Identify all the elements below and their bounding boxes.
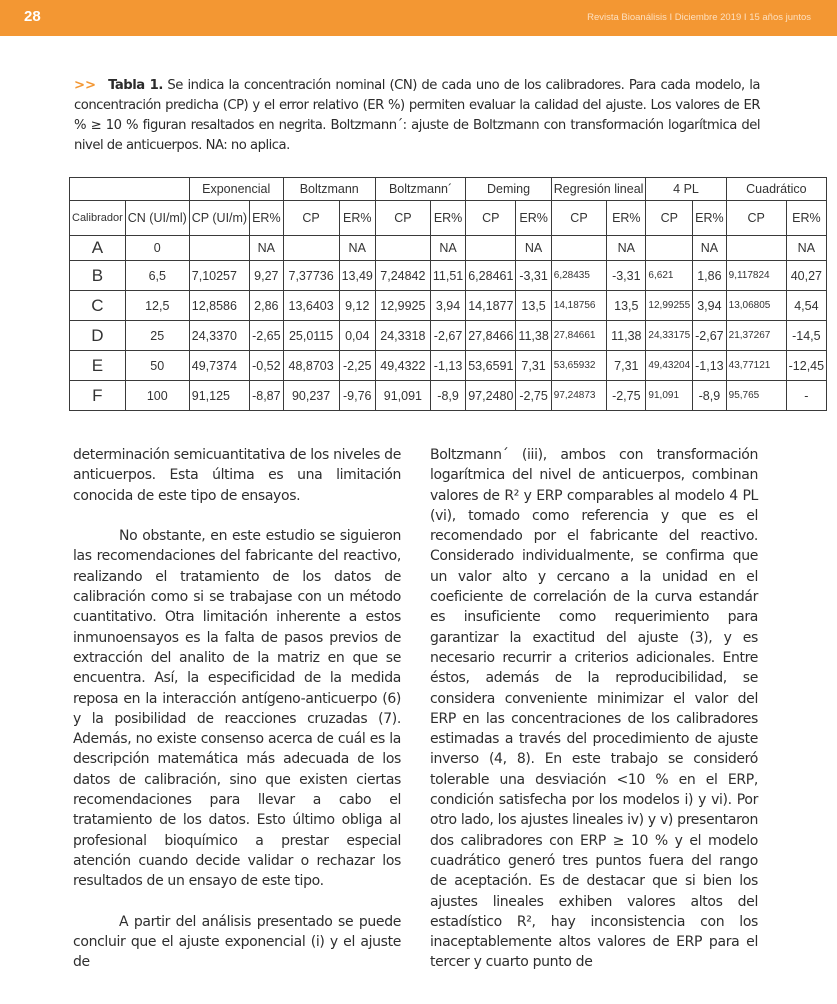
er-cell: NA <box>786 236 826 261</box>
cp-cell <box>375 236 430 261</box>
cp-header: CP (UI/m) <box>189 201 249 236</box>
cp-cell: 21,37267 <box>726 321 786 351</box>
cp-cell: 97,24873 <box>551 381 606 411</box>
group-header: Boltzmann <box>283 178 375 201</box>
cp-cell: 90,237 <box>283 381 339 411</box>
er-cell: -2,67 <box>430 321 465 351</box>
er-cell: -3,31 <box>516 261 551 291</box>
er-cell: -14,5 <box>786 321 826 351</box>
cp-cell: 14,18756 <box>551 291 606 321</box>
cp-cell: 12,99255 <box>646 291 693 321</box>
calibrador-cell: E <box>70 351 126 381</box>
table-row <box>70 261 827 291</box>
cp-cell: 6,28435 <box>551 261 606 291</box>
er-cell: 9,12 <box>339 291 375 321</box>
cp-cell: 97,2480 <box>466 381 516 411</box>
page-number: 28 <box>24 8 41 25</box>
er-cell: -8,9 <box>430 381 465 411</box>
body-column-right <box>430 445 758 993</box>
cp-cell <box>189 236 249 261</box>
calibrador-cell: F <box>70 381 126 411</box>
cp-cell: 25,0115 <box>283 321 339 351</box>
er-cell: -2,75 <box>607 381 646 411</box>
er-cell: -8,87 <box>250 381 284 411</box>
table-row <box>70 351 827 381</box>
body-column-left <box>73 445 401 993</box>
er-cell: 11,38 <box>607 321 646 351</box>
page-header <box>0 0 837 36</box>
cp-header: CP <box>646 201 693 236</box>
cp-header: CP <box>726 201 786 236</box>
table-empty-corner <box>70 178 190 201</box>
cn-cell: 6,5 <box>125 261 189 291</box>
running-head: Revista Bioanálisis I Diciembre 2019 I 15 años juntos <box>587 12 811 23</box>
er-cell: 13,5 <box>516 291 551 321</box>
cp-cell <box>551 236 606 261</box>
er-header: ER% <box>516 201 551 236</box>
cp-cell: 95,765 <box>726 381 786 411</box>
calibrador-cell: B <box>70 261 126 291</box>
er-cell: 2,86 <box>250 291 284 321</box>
er-cell: -2,67 <box>693 321 727 351</box>
er-cell: 3,94 <box>430 291 465 321</box>
group-header: Exponencial <box>189 178 283 201</box>
cp-cell: 49,7374 <box>189 351 249 381</box>
er-cell: -2,65 <box>250 321 284 351</box>
cp-cell <box>726 236 786 261</box>
paragraph: determinación semicuantitativa de los niveles de anticuerpos. Esta última es una limitación conocida de este tipo de ensayos. <box>73 447 401 504</box>
paragraph: Boltzmann´ (iii), ambos con transformación logarítmica del nivel de anticuerpos, combinan valores de R² y ERP comparables al modelo 4 PL (vi), tomado como referencia y que es el recomendado por el fabricante del reactivo. Considerado individualmente, se confirma que un valor alto y cercano a la unidad en el coeficiente de correlación de la curva estandár es insuficiente como requerimiento para garantizar la exactitud del ajuste (3), y es necesario recurrir a criterios adicionales. Entre éstos, además de la reproducibilidad, se considera conveniente minimizar el valor del ERP en las concentraciones de los calibradores estimadas a través del procedimiento de ajuste inverso (4, 8). En este trabajo se consideró tolerable una desviación <10 % en el ERP, condición satisfecha por los modelos i) y vi). Por otro lado, los ajustes lineales iv) y v) presentaron dos calibradores con ERP ≥ 10 % y el modelo cuadrático generó tres puntos fuera del rango de aceptación. Es de destacar que si bien los ajustes lineales exhiben valores altos del estadístico R², hay inconsistencia con los inaceptablemente altos valores de ERP para el tercer y cuarto punto de <box>430 447 758 971</box>
er-cell: 9,27 <box>250 261 284 291</box>
er-cell: -8,9 <box>693 381 727 411</box>
table-row <box>70 381 827 411</box>
caption-label: Tabla 1. <box>108 78 163 93</box>
cp-cell: 12,9925 <box>375 291 430 321</box>
er-cell: -9,76 <box>339 381 375 411</box>
cp-cell: 53,6591 <box>466 351 516 381</box>
cp-cell: 7,37736 <box>283 261 339 291</box>
cp-cell: 12,8586 <box>189 291 249 321</box>
cp-cell: 14,1877 <box>466 291 516 321</box>
cp-cell <box>646 236 693 261</box>
group-header: Cuadrático <box>726 178 826 201</box>
table-group-header-row <box>70 178 827 201</box>
cn-cell: 50 <box>125 351 189 381</box>
er-header: ER% <box>250 201 284 236</box>
cp-cell: 49,43204 <box>646 351 693 381</box>
er-cell: 7,31 <box>516 351 551 381</box>
cp-cell: 43,77121 <box>726 351 786 381</box>
cp-header: CP <box>466 201 516 236</box>
er-cell: 0,04 <box>339 321 375 351</box>
cp-cell <box>466 236 516 261</box>
calibration-table <box>69 177 827 411</box>
er-cell: -3,31 <box>607 261 646 291</box>
cp-cell: 24,3370 <box>189 321 249 351</box>
cp-cell: 91,125 <box>189 381 249 411</box>
er-header: ER% <box>693 201 727 236</box>
er-header: ER% <box>430 201 465 236</box>
er-cell: 11,51 <box>430 261 465 291</box>
cp-cell: 24,33175 <box>646 321 693 351</box>
paragraph: No obstante, en este estudio se siguieron las recomendaciones del fabricante del reactivo, realizando el tratamiento de los datos de calibración como si se trabajase con un método cuantitativo. Otra limitación inherente a estos inmunoensayos es la falta de pasos previos de extracción del analito de la matriz en que se encuentra. Así, la especificidad de la medida reposa en la interacción antígeno-anticuerpo (6) y la posibilidad de reacciones cruzadas (7). Además, no existe consenso acerca de cuál es la descripción matemática más adecuada de los datos de calibración, sino que existen ciertas recomendaciones para llevar a cabo el tratamiento de los datos. Esto último obliga al profesional bioquímico a prestar especial atención cuando decide validar o rechazar los resultados de un ensayo de este tipo. <box>73 528 401 890</box>
er-cell: -0,52 <box>250 351 284 381</box>
table-subheader-row <box>70 201 827 236</box>
er-cell: 7,31 <box>607 351 646 381</box>
cp-cell: 49,4322 <box>375 351 430 381</box>
table-row <box>70 291 827 321</box>
er-cell: 13,5 <box>607 291 646 321</box>
er-cell: NA <box>516 236 551 261</box>
table-row <box>70 321 827 351</box>
cn-cell: 25 <box>125 321 189 351</box>
er-header: ER% <box>607 201 646 236</box>
chevron-right-icon: >> <box>74 78 97 93</box>
er-cell: 4,54 <box>786 291 826 321</box>
cp-cell: 13,6403 <box>283 291 339 321</box>
er-header: ER% <box>786 201 826 236</box>
table-row <box>70 236 827 261</box>
cn-header: CN (UI/ml) <box>125 201 189 236</box>
cp-header: CP <box>375 201 430 236</box>
cp-cell: 24,3318 <box>375 321 430 351</box>
cp-cell: 27,8466 <box>466 321 516 351</box>
group-header: 4 PL <box>646 178 726 201</box>
calibrador-cell: A <box>70 236 126 261</box>
calibrador-header: Calibrador <box>70 201 126 236</box>
cp-cell: 9,117824 <box>726 261 786 291</box>
cp-header: CP <box>551 201 606 236</box>
er-cell: -1,13 <box>693 351 727 381</box>
er-header: ER% <box>339 201 375 236</box>
er-cell: 13,49 <box>339 261 375 291</box>
er-cell: NA <box>250 236 284 261</box>
cp-cell: 6,621 <box>646 261 693 291</box>
er-cell: -2,75 <box>516 381 551 411</box>
cp-cell: 27,84661 <box>551 321 606 351</box>
er-cell: 11,38 <box>516 321 551 351</box>
er-cell: -2,25 <box>339 351 375 381</box>
cp-cell: 91,091 <box>646 381 693 411</box>
calibrador-cell: D <box>70 321 126 351</box>
group-header: Regresión lineal <box>551 178 646 201</box>
cn-cell: 12,5 <box>125 291 189 321</box>
group-header: Boltzmann´ <box>375 178 465 201</box>
er-cell: 1,86 <box>693 261 727 291</box>
cp-cell: 7,24842 <box>375 261 430 291</box>
cp-cell: 6,28461 <box>466 261 516 291</box>
er-cell: NA <box>693 236 727 261</box>
caption-text: Se indica la concentración nominal (CN) de cada uno de los calibradores. Para cada modelo, la concentración predicha (CP) y el error relativo (ER %) permiten evaluar la calidad del ajuste. Los valores de ER % ≥ 10 % figuran resaltados en negrita. Boltzmann´: ajuste de Boltzmann con transformación logarítmica del nivel de anticuerpos. NA: no aplica. <box>74 78 760 153</box>
er-cell: 40,27 <box>786 261 826 291</box>
calibrador-cell: C <box>70 291 126 321</box>
cp-cell: 13,06805 <box>726 291 786 321</box>
er-cell: -1,13 <box>430 351 465 381</box>
er-cell: NA <box>339 236 375 261</box>
cp-cell: 91,091 <box>375 381 430 411</box>
cn-cell: 0 <box>125 236 189 261</box>
er-cell: - <box>786 381 826 411</box>
cp-cell: 48,8703 <box>283 351 339 381</box>
cp-cell: 7,10257 <box>189 261 249 291</box>
er-cell: 3,94 <box>693 291 727 321</box>
cn-cell: 100 <box>125 381 189 411</box>
cp-cell: 53,65932 <box>551 351 606 381</box>
er-cell: NA <box>607 236 646 261</box>
group-header: Deming <box>466 178 552 201</box>
er-cell: -12,45 <box>786 351 826 381</box>
table-caption <box>74 76 760 156</box>
paragraph: A partir del análisis presentado se puede concluir que el ajuste exponencial (i) y el ajuste de <box>73 913 401 971</box>
cp-cell <box>283 236 339 261</box>
er-cell: NA <box>430 236 465 261</box>
cp-header: CP <box>283 201 339 236</box>
